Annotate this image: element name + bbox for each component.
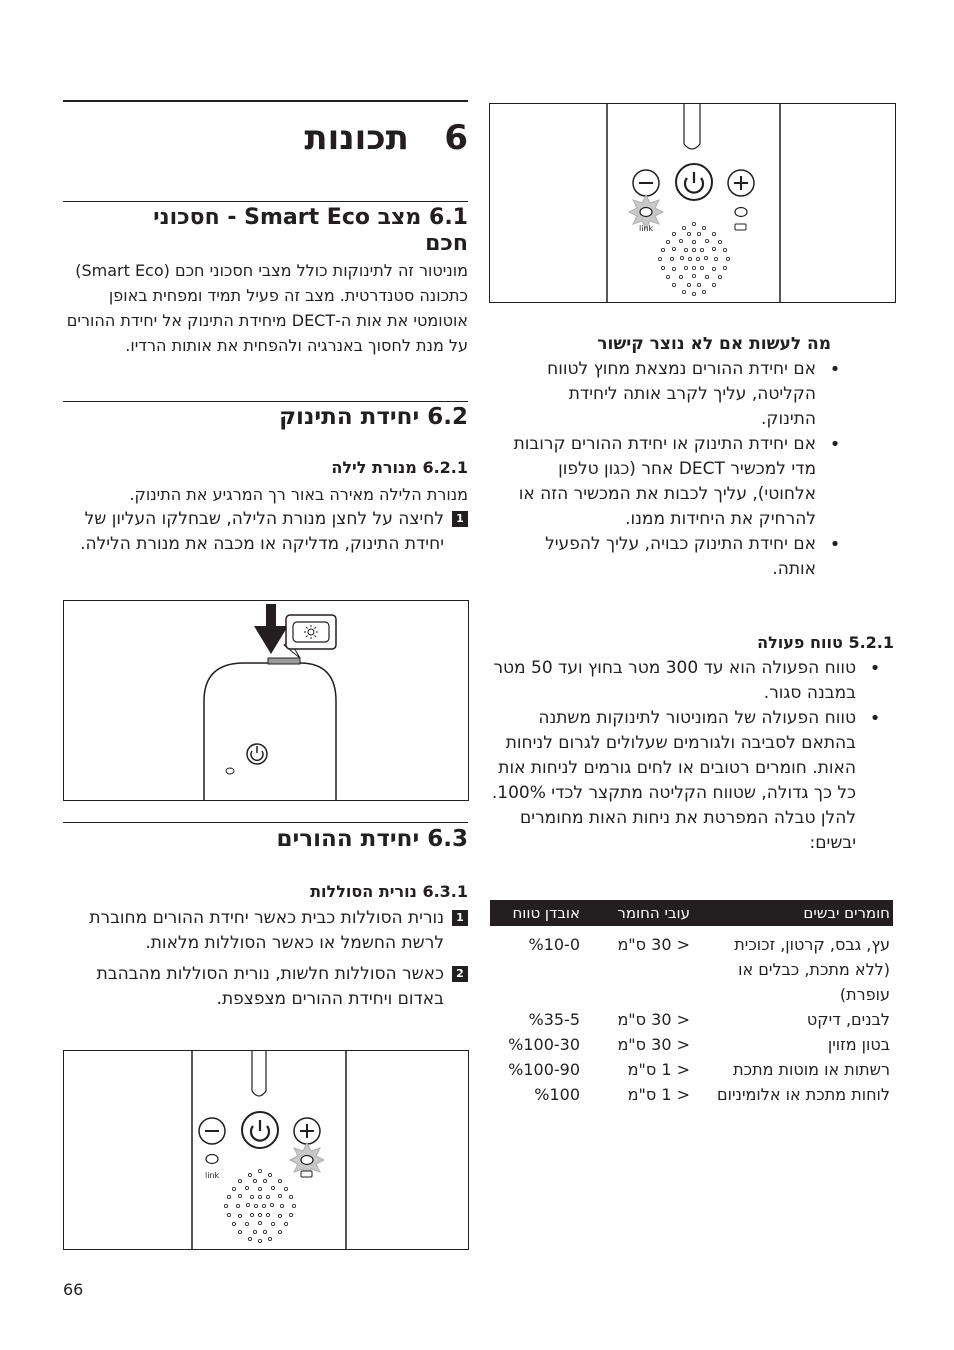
section-number: 6.3 [427, 826, 468, 852]
table-cell: לבנים, דיקט [806, 1010, 890, 1029]
parent-unit-link-illustration [490, 104, 895, 302]
table-row [490, 926, 893, 1007]
subsection-title: נורית הסוללות [310, 882, 417, 901]
table-row [490, 1007, 893, 1032]
list-item-text: אם יחידת התינוק כבויה, עליך להפעיל אותה. [545, 534, 816, 579]
parent-unit-battery-illustration [64, 1051, 468, 1249]
table-header: חומרים יבשים [693, 900, 893, 926]
section-6-1-heading [63, 205, 468, 257]
subsection-number: 6.2.1 [422, 458, 468, 477]
list-item [489, 656, 894, 706]
table-cell: < 1 ס"מ [627, 1060, 690, 1079]
baby-unit-figure [63, 600, 469, 801]
bullet-icon: • [869, 658, 881, 679]
night-light-intro: מנורת הלילה מאירה באור רך המרגיע את התינוק. [129, 485, 468, 504]
link-label: link [639, 224, 654, 233]
table-header: אובדן טווח [490, 900, 583, 926]
subsection-title: מנורת לילה [331, 458, 417, 477]
list-item [489, 706, 894, 856]
section-title: יחידת ההורים [276, 826, 420, 852]
step-item [80, 906, 468, 956]
bullet-icon: • [829, 534, 841, 555]
section-6-1-body: מוניטור זה לתינוקות כולל מצבי חסכוני חכם (Smart Eco) כתכונה סטנדרטית. מצב זה פעיל תמיד ומפחית באופן אוטומטי את אות ה-DECT מיחידת התינוק אל יחידת ההורים על מנת לחסוך באנרגיה ולהפחית את אותות הרדיו. [66, 261, 468, 355]
table-cell: %100-30 [508, 1035, 580, 1054]
section-6-3-heading [63, 826, 468, 852]
list-item [489, 532, 854, 582]
list-item [489, 357, 854, 432]
chapter-rule [63, 100, 468, 102]
no-link-heading: מה לעשות אם לא נוצר קישור [597, 334, 831, 354]
list-item-text: טווח הפעולה הוא עד 300 מטר בחוץ ועד 50 מטר במבנה סגור. [493, 658, 856, 703]
subsection-6-3-1-heading [63, 882, 468, 901]
section-rule [63, 201, 468, 202]
list-item-text: אם יחידת ההורים נמצאת מחוץ לטווח הקליטה, עליך לקרב אותה ליחידת התינוק. [547, 359, 816, 429]
subsection-6-2-1-heading [63, 458, 468, 477]
table-cell: < 30 ס"מ [617, 935, 690, 954]
bullet-icon: • [869, 708, 881, 729]
link-label: link [205, 1171, 220, 1180]
range-list [489, 656, 894, 856]
table-row [490, 1057, 893, 1082]
section-title: מצב Smart Eco - חסכוני [153, 205, 422, 230]
subsection-number: 5.2.1 [848, 633, 894, 652]
bullet-icon: • [829, 359, 841, 380]
step-text: נורית הסוללות כבית כאשר יחידת ההורים מחוברת לרשת החשמל או כאשר הסוללות מלאות. [89, 908, 444, 953]
table-header: עובי החומר [583, 900, 693, 926]
table-cell: %10-0 [528, 935, 580, 954]
no-link-list [489, 357, 854, 582]
list-item-text: אם יחידת התינוק או יחידת ההורים קרובות מדי למכשיר DECT אחר (כגון טלפון אלחוטי), עליך לכבות את המכשיר הזה או להרחיק את היחידות ממנו. [513, 434, 816, 529]
step-item [80, 507, 468, 557]
subsection-number: 6.3.1 [422, 882, 468, 901]
section-rule [63, 822, 468, 823]
section-6-2-heading [63, 404, 468, 430]
table-cell: < 1 ס"מ [627, 1085, 690, 1104]
table-cell: רשתות או מוטות מתכת [733, 1060, 890, 1079]
table-cell: בטון מזוין [827, 1035, 890, 1054]
table-header-row [490, 900, 893, 926]
subsection-title: טווח פעולה [757, 633, 843, 652]
table-cell: < 30 ס"מ [617, 1010, 690, 1029]
table-row [490, 1082, 893, 1107]
step-text: כאשר הסוללות חלשות, נורית הסוללות מהבהבת באדום ויחידת ההורים מצפצפת. [96, 964, 444, 1009]
table-cell: לוחות מתכת או אלומיניום [716, 1085, 890, 1104]
step-number: 1 [452, 511, 468, 527]
table-cell: %35-5 [528, 1010, 580, 1029]
table-cell: %100-90 [508, 1060, 580, 1079]
step-item [80, 962, 468, 1012]
table-cell: %100 [534, 1085, 580, 1104]
parent-unit-link-figure [489, 103, 896, 303]
table-cell: < 30 ס"מ [617, 1035, 690, 1054]
night-light-steps [80, 507, 468, 557]
table-cell: עץ, גבס, קרטון, זכוכית (ללא מתכת, כבלים או עופרת) [734, 935, 890, 1004]
section-rule [63, 401, 468, 402]
list-item [489, 432, 854, 532]
parent-unit-battery-figure [63, 1050, 469, 1250]
chapter-number: 6 [444, 118, 468, 158]
step-text: לחיצה על לחצן מנורת הלילה, שבחלקו העליון של יחידת התינוק, מדליקה או מכבה את מנורת הלילה. [80, 509, 444, 554]
list-item-text: טווח הפעולה של המוניטור לתינוקות משתנה בהתאם לסביבה ולגורמים שעלולים לגרום לניחות האות. חומרים רטובים או לחים גורמים לניחות אות כל כך גדולה, שטווח הקליטה מתקצר לכדי 100%. להלן טבלה המפרטת את ניחות האות מחומרים יבשים: [491, 708, 856, 853]
bullet-icon: • [829, 434, 841, 455]
chapter-title: תכונות [304, 118, 409, 158]
baby-unit-illustration [64, 601, 468, 800]
section-number: 6.2 [427, 404, 468, 430]
attenuation-table-wrap [490, 900, 893, 1107]
range-heading [489, 633, 894, 652]
page-number: 66 [63, 1280, 84, 1299]
chapter-heading [63, 118, 468, 158]
battery-steps [80, 906, 468, 1012]
step-number: 1 [452, 910, 468, 926]
section-title-cont: חכם [425, 231, 468, 256]
section-number: 6.1 [429, 205, 468, 230]
step-number: 2 [452, 966, 468, 982]
section-title: יחידת התינוק [279, 404, 420, 430]
attenuation-table [490, 900, 893, 1107]
table-row [490, 1032, 893, 1057]
